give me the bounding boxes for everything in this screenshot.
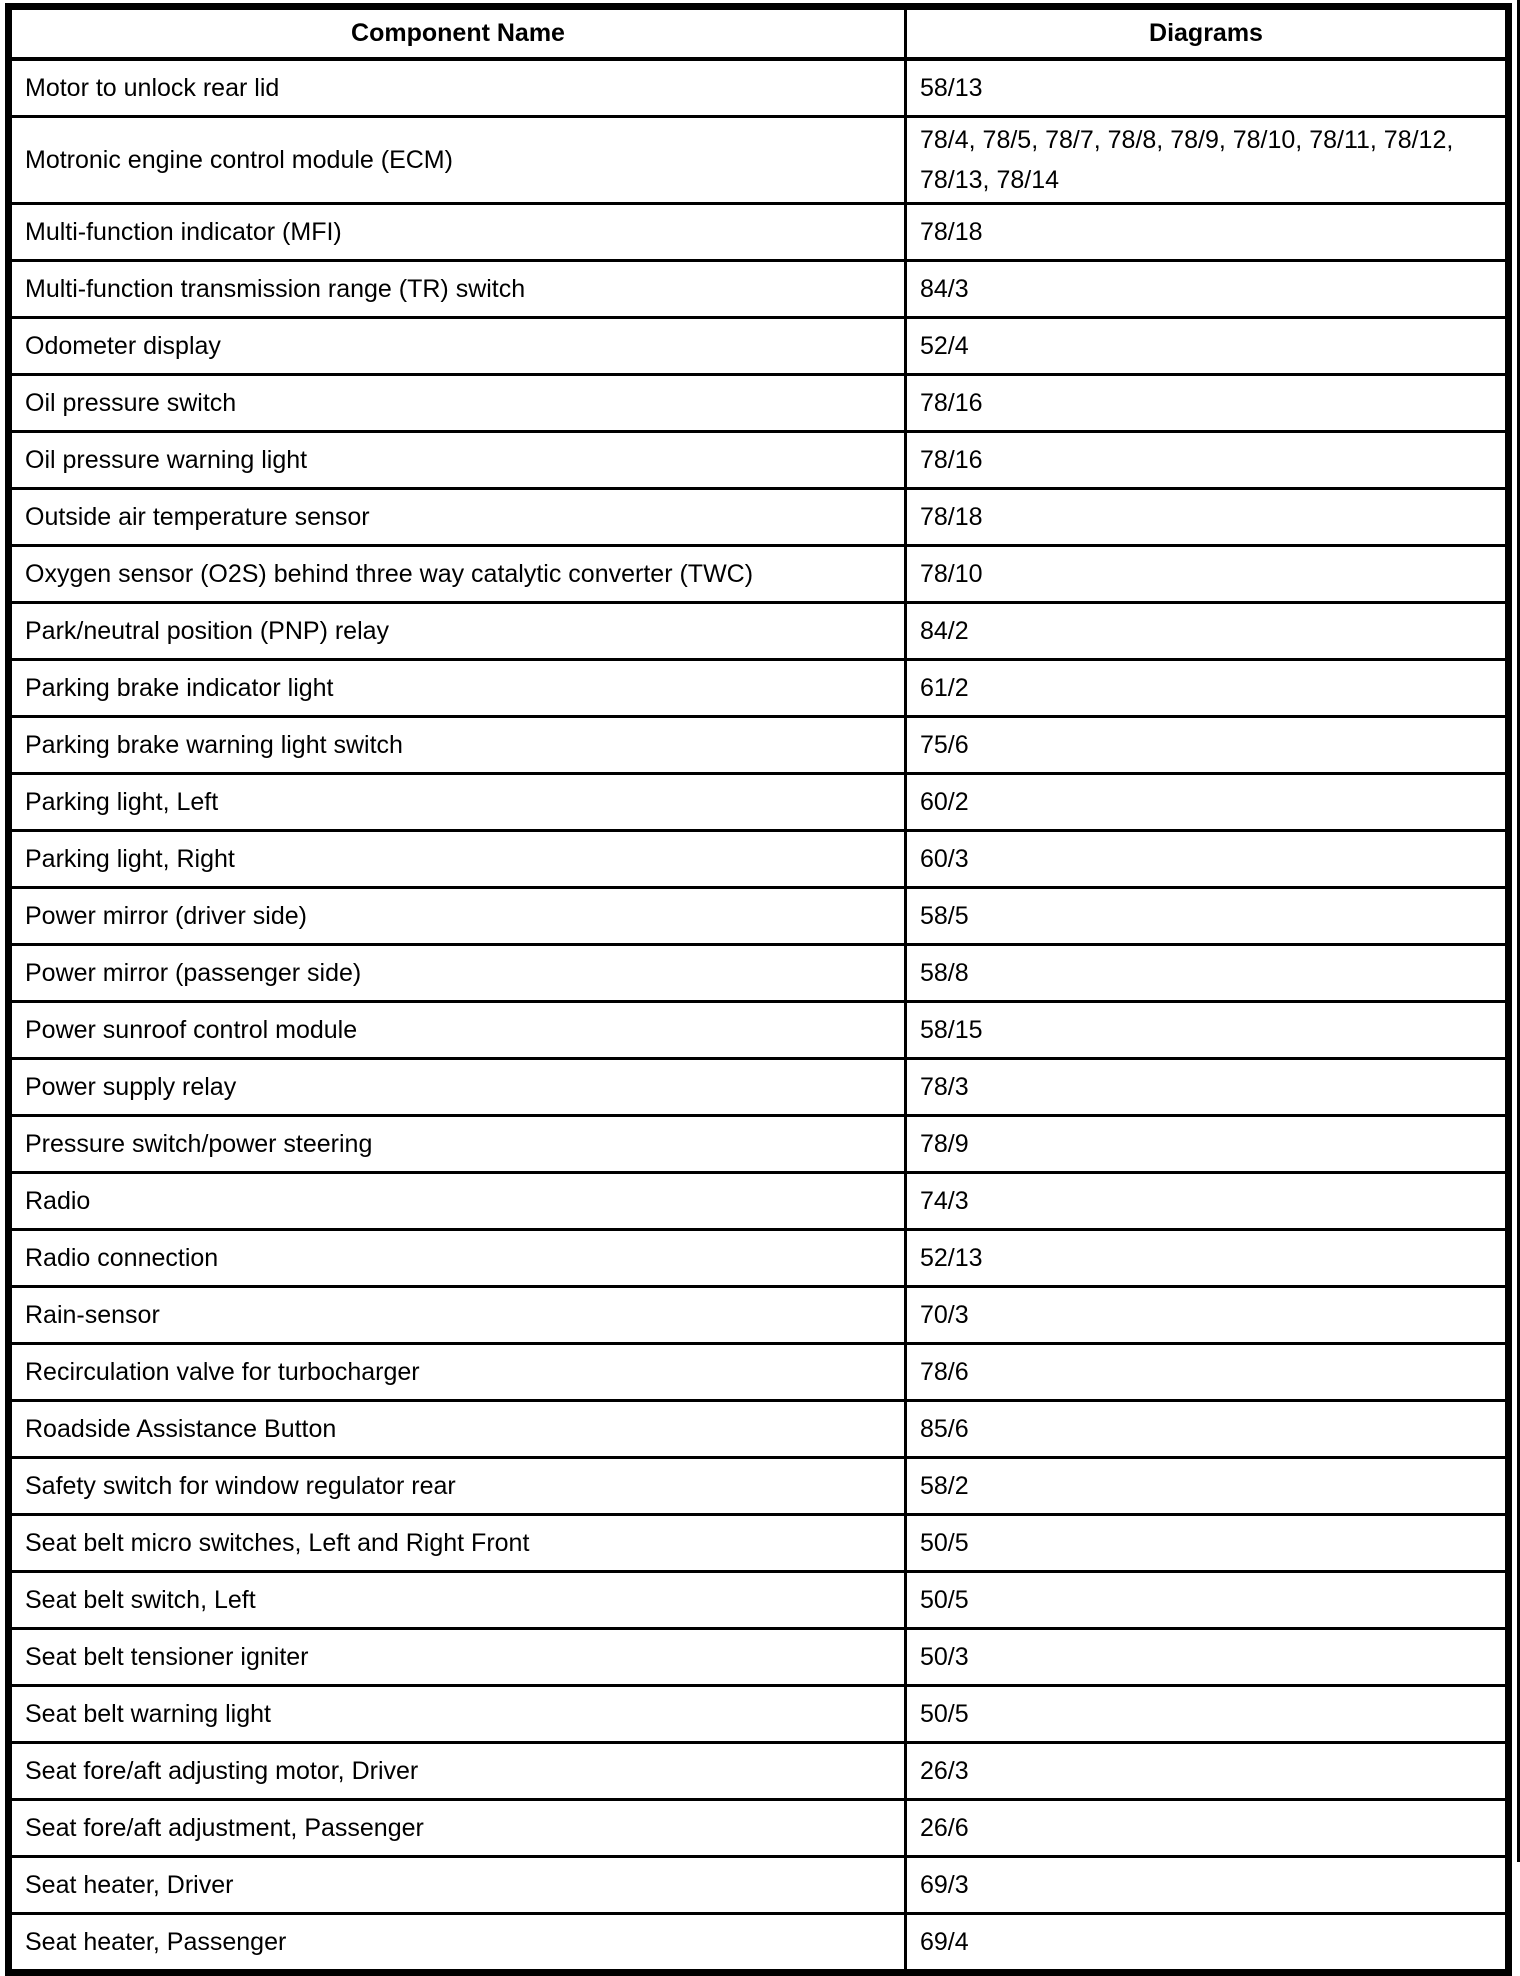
component-name-cell: Motronic engine control module (ECM) (9, 117, 906, 204)
table-row (9, 1230, 1509, 1287)
table-row (9, 717, 1509, 774)
component-name-cell: Seat belt warning light (9, 1686, 906, 1743)
diagrams-cell: 70/3 (906, 1287, 1509, 1344)
diagrams-cell: 78/6 (906, 1344, 1509, 1401)
table-row (9, 831, 1509, 888)
table-row (9, 204, 1509, 261)
component-name-cell: Seat fore/aft adjustment, Passenger (9, 1800, 906, 1857)
component-name-cell: Odometer display (9, 318, 906, 375)
diagrams-cell: 52/4 (906, 318, 1509, 375)
diagrams-cell: 50/5 (906, 1515, 1509, 1572)
component-name-cell: Radio connection (9, 1230, 906, 1287)
diagrams-cell: 50/5 (906, 1686, 1509, 1743)
component-name-cell: Multi-function transmission range (TR) switch (9, 261, 906, 318)
column-header-diagrams: Diagrams (906, 7, 1509, 60)
component-name-cell: Oil pressure warning light (9, 432, 906, 489)
diagrams-cell: 78/16 (906, 432, 1509, 489)
table-row (9, 261, 1509, 318)
component-name-cell: Power sunroof control module (9, 1002, 906, 1059)
component-name-cell: Parking light, Right (9, 831, 906, 888)
diagrams-cell: 58/2 (906, 1458, 1509, 1515)
component-name-cell: Oxygen sensor (O2S) behind three way catalytic converter (TWC) (9, 546, 906, 603)
table-row (9, 1458, 1509, 1515)
table-row (9, 1401, 1509, 1458)
component-name-cell: Power supply relay (9, 1059, 906, 1116)
component-name-cell: Seat belt micro switches, Left and Right Front (9, 1515, 906, 1572)
component-name-cell: Parking brake warning light switch (9, 717, 906, 774)
component-name-cell: Safety switch for window regulator rear (9, 1458, 906, 1515)
table-body (9, 59, 1509, 1973)
component-name-cell: Power mirror (driver side) (9, 888, 906, 945)
diagrams-cell: 50/5 (906, 1572, 1509, 1629)
diagrams-cell: 74/3 (906, 1173, 1509, 1230)
table-row (9, 375, 1509, 432)
component-name-cell: Oil pressure switch (9, 375, 906, 432)
component-name-cell: Seat belt switch, Left (9, 1572, 906, 1629)
component-name-cell: Power mirror (passenger side) (9, 945, 906, 1002)
diagrams-cell: 26/3 (906, 1743, 1509, 1800)
diagrams-cell: 78/9 (906, 1116, 1509, 1173)
diagrams-cell: 69/3 (906, 1857, 1509, 1914)
table-row (9, 489, 1509, 546)
table-row (9, 1515, 1509, 1572)
component-name-cell: Park/neutral position (PNP) relay (9, 603, 906, 660)
component-name-cell: Outside air temperature sensor (9, 489, 906, 546)
component-name-cell: Multi-function indicator (MFI) (9, 204, 906, 261)
component-name-cell: Parking brake indicator light (9, 660, 906, 717)
table-row (9, 1629, 1509, 1686)
table-row (9, 888, 1509, 945)
component-name-cell: Seat heater, Driver (9, 1857, 906, 1914)
diagrams-cell: 84/3 (906, 261, 1509, 318)
diagrams-cell: 78/18 (906, 489, 1509, 546)
diagrams-cell: 61/2 (906, 660, 1509, 717)
diagrams-cell: 58/8 (906, 945, 1509, 1002)
table-row (9, 945, 1509, 1002)
diagrams-cell: 78/16 (906, 375, 1509, 432)
diagrams-cell: 69/4 (906, 1914, 1509, 1973)
component-name-cell: Parking light, Left (9, 774, 906, 831)
component-name-cell: Recirculation valve for turbocharger (9, 1344, 906, 1401)
diagrams-cell: 50/3 (906, 1629, 1509, 1686)
diagrams-cell: 78/10 (906, 546, 1509, 603)
component-name-cell: Seat belt tensioner igniter (9, 1629, 906, 1686)
diagrams-cell: 78/3 (906, 1059, 1509, 1116)
component-name-cell: Radio (9, 1173, 906, 1230)
table-header (9, 7, 1509, 60)
component-name-cell: Motor to unlock rear lid (9, 59, 906, 117)
table-row (9, 1800, 1509, 1857)
diagrams-cell: 58/13 (906, 59, 1509, 117)
diagrams-cell: 85/6 (906, 1401, 1509, 1458)
diagrams-cell: 60/2 (906, 774, 1509, 831)
table-row (9, 1857, 1509, 1914)
table-row (9, 1686, 1509, 1743)
table-row (9, 59, 1509, 117)
table-row (9, 1116, 1509, 1173)
diagrams-cell: 60/3 (906, 831, 1509, 888)
table-row (9, 117, 1509, 204)
table-row (9, 546, 1509, 603)
table-row (9, 318, 1509, 375)
component-name-cell: Seat heater, Passenger (9, 1914, 906, 1973)
table-row (9, 1914, 1509, 1973)
component-name-cell: Pressure switch/power steering (9, 1116, 906, 1173)
table-row (9, 603, 1509, 660)
diagrams-cell: 26/6 (906, 1800, 1509, 1857)
diagrams-cell: 58/5 (906, 888, 1509, 945)
component-diagram-table (5, 3, 1512, 1976)
table-row (9, 774, 1509, 831)
component-name-cell: Roadside Assistance Button (9, 1401, 906, 1458)
table-row (9, 1173, 1509, 1230)
table-row (9, 1572, 1509, 1629)
diagrams-cell: 52/13 (906, 1230, 1509, 1287)
table-row (9, 1743, 1509, 1800)
diagrams-cell: 78/4, 78/5, 78/7, 78/8, 78/9, 78/10, 78/11, 78/12, 78/13, 78/14 (906, 117, 1509, 204)
diagrams-cell: 75/6 (906, 717, 1509, 774)
table-row (9, 432, 1509, 489)
table-row (9, 1002, 1509, 1059)
component-name-cell: Seat fore/aft adjusting motor, Driver (9, 1743, 906, 1800)
column-header-component-name: Component Name (9, 7, 906, 60)
diagrams-cell: 78/18 (906, 204, 1509, 261)
header-row (9, 7, 1509, 60)
table-row (9, 1059, 1509, 1116)
table-row (9, 1287, 1509, 1344)
component-name-cell: Rain-sensor (9, 1287, 906, 1344)
table-row (9, 660, 1509, 717)
diagrams-cell: 84/2 (906, 603, 1509, 660)
table-row (9, 1344, 1509, 1401)
diagrams-cell: 58/15 (906, 1002, 1509, 1059)
